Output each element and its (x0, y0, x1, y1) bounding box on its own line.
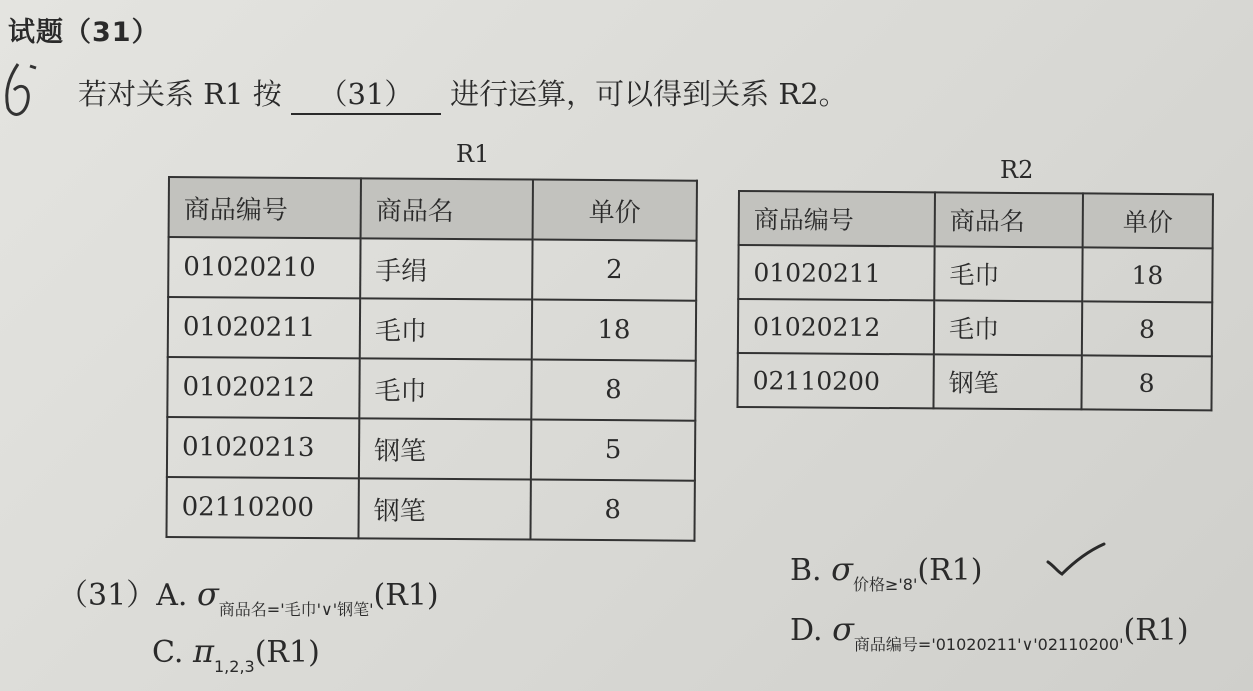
table-cell: 01020212 (738, 299, 934, 354)
table-row (166, 477, 694, 541)
table-cell: 01020211 (738, 245, 934, 300)
table-row (168, 297, 696, 361)
table-cell: 手绢 (360, 238, 532, 299)
option-condition: 商品名='毛巾'∨'钢笔' (218, 600, 374, 619)
table-row (738, 299, 1212, 356)
table-cell: 钢笔 (933, 354, 1081, 409)
check-mark-icon (1040, 540, 1110, 580)
option-a[interactable] (58, 570, 439, 620)
table-cell: 02110200 (166, 477, 358, 538)
table-cell: 01020213 (167, 417, 359, 478)
header-cell: 单价 (533, 180, 697, 241)
exam-title: 试题（31） (8, 17, 160, 48)
option-d[interactable] (790, 610, 1189, 655)
header-cell: 单价 (1083, 193, 1213, 248)
pen-scribble-icon (0, 56, 60, 126)
r2-table (736, 190, 1214, 411)
table-cell: 01020210 (168, 237, 360, 298)
option-condition: 1,2,3 (214, 657, 255, 676)
table-row (738, 245, 1212, 302)
table-cell: 毛巾 (934, 300, 1082, 355)
table-header-row (739, 191, 1213, 248)
option-argument: (R1) (254, 635, 320, 670)
table-cell: 02110200 (737, 353, 933, 408)
option-label: A. (156, 578, 188, 613)
table-cell: 8 (1082, 301, 1212, 356)
question-number: （31） (58, 578, 157, 613)
option-label: D. (790, 613, 823, 648)
table-cell: 2 (532, 240, 696, 301)
table-cell: 毛巾 (360, 298, 532, 359)
table-cell: 01020211 (168, 297, 360, 358)
projection-symbol: π (192, 632, 214, 670)
option-label: B. (790, 553, 822, 588)
r2-caption: R2 (1000, 156, 1034, 184)
r1-table (165, 176, 698, 542)
question-after: 进行运算，可以得到关系 R2。 (450, 77, 848, 111)
selection-symbol: σ (832, 610, 854, 648)
option-label: C. (152, 635, 184, 670)
table-cell: 18 (532, 300, 696, 361)
header-cell: 商品编号 (739, 191, 935, 246)
table-row (168, 237, 696, 301)
table-row (167, 357, 695, 421)
table-row (737, 353, 1211, 410)
table-cell: 毛巾 (359, 358, 531, 419)
header-cell: 商品名 (935, 192, 1083, 247)
table-header-row (169, 177, 697, 241)
table-cell: 8 (531, 360, 695, 421)
option-argument: (R1) (373, 578, 439, 613)
question-text (78, 72, 848, 115)
option-argument: (R1) (917, 553, 983, 588)
header-cell: 商品编号 (169, 177, 361, 238)
r1-caption: R1 (456, 140, 490, 168)
table-cell: 毛巾 (934, 246, 1082, 301)
table-cell: 5 (531, 420, 695, 481)
question-before: 若对关系 R1 按 (78, 77, 282, 111)
option-b[interactable] (790, 550, 982, 595)
option-condition: 价格≥'8' (852, 575, 918, 594)
selection-symbol: σ (831, 550, 853, 588)
option-argument: (R1) (1123, 613, 1189, 648)
header-cell: 商品名 (361, 178, 533, 239)
selection-symbol: σ (196, 575, 219, 613)
option-c[interactable] (152, 632, 320, 676)
table-cell: 01020212 (167, 357, 359, 418)
table-cell: 钢笔 (358, 478, 530, 539)
table-cell: 8 (1081, 355, 1211, 410)
table-cell: 18 (1082, 247, 1212, 302)
table-cell: 8 (530, 480, 694, 541)
table-cell: 钢笔 (359, 418, 531, 479)
option-condition: 商品编号='01020211'∨'02110200' (853, 635, 1124, 654)
answer-blank: （31） (291, 72, 441, 115)
table-row (167, 417, 695, 481)
